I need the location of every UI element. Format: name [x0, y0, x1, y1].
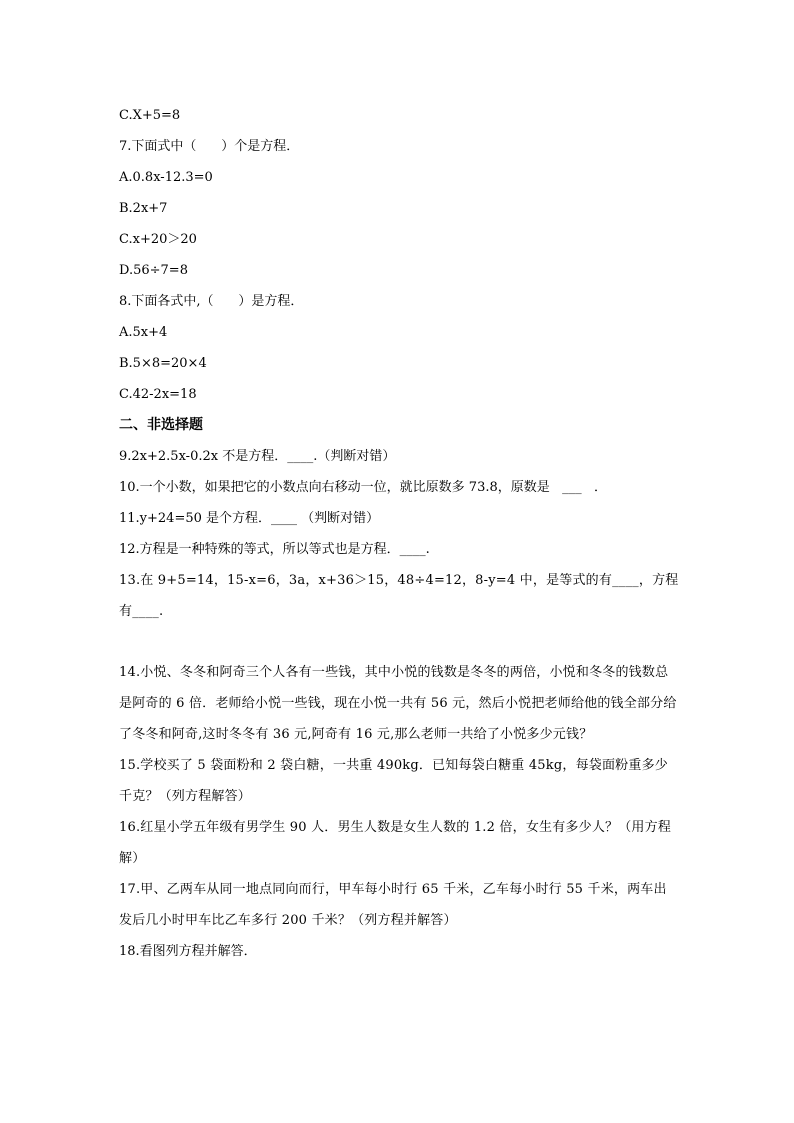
q8-question: 8.下面各式中,（ ）是方程． — [119, 294, 304, 309]
spacer — [119, 627, 679, 657]
q11-question: 11.y+24=50 是个方程．____ （判断对错） — [119, 511, 380, 526]
q7-question: 7.下面式中（ ）个是方程． — [119, 139, 300, 154]
q8-option-b: B.5×8=20×4 — [119, 356, 207, 371]
section-heading: 二、非选择题 — [119, 417, 203, 433]
q7-option-a: A.0.8x-12.3=0 — [119, 170, 213, 185]
q13-question: 13.在 9+5=14，15-x=6，3a，x+36＞15，48÷4=12，8-y=4 中，是等式的有____，方程有____. — [119, 573, 679, 619]
q17-question: 17.甲、乙两车从同一地点同向而行，甲车每小时行 65 千米，乙车每小时行 55 千米，两车出发后几小时甲车比乙车多行 200 千米？（列方程并解答） — [119, 882, 667, 928]
q12-question: 12.方程是一种特殊的等式，所以等式也是方程．____. — [119, 542, 430, 557]
q6-option-c: C.X+5=8 — [119, 108, 181, 123]
q9-question: 9.2x+2.5x-0.2x 不是方程．____.（判断对错） — [119, 449, 396, 464]
document-page — [119, 100, 679, 967]
q14-question: 14.小悦、冬冬和阿奇三个人各有一些钱，其中小悦的钱数是冬冬的两倍，小悦和冬冬的钱数总是阿奇的 6 倍．老师给小悦一些钱，现在小悦一共有 56 元，然后小悦把老师给他的钱全部分给了冬冬和阿奇,这时冬冬有 36 元,阿奇有 16 元,那么老师一共给了小悦多少元钱？ — [119, 665, 677, 742]
q15-question: 15.学校买了 5 袋面粉和 2 袋白糖，一共重 490kg．已知每袋白糖重 45kg，每袋面粉重多少千克？（列方程解答） — [119, 758, 668, 804]
q7-option-d: D.56÷7=8 — [119, 263, 188, 278]
q16-question: 16.红星小学五年级有男学生 90 人．男生人数是女生人数的 1.2 倍，女生有多少人？（用方程解） — [119, 820, 672, 866]
q8-option-c: C.42-2x=18 — [119, 387, 197, 402]
q7-option-b: B.2x+7 — [119, 201, 168, 216]
q18-question: 18.看图列方程并解答． — [119, 944, 257, 959]
q8-option-a: A.5x+4 — [119, 325, 168, 340]
q10-question: 10.一个小数，如果把它的小数点向右移动一位，就比原数多 73.8，原数是 ___ ． — [119, 480, 608, 495]
q7-option-c: C.x+20＞20 — [119, 232, 197, 247]
